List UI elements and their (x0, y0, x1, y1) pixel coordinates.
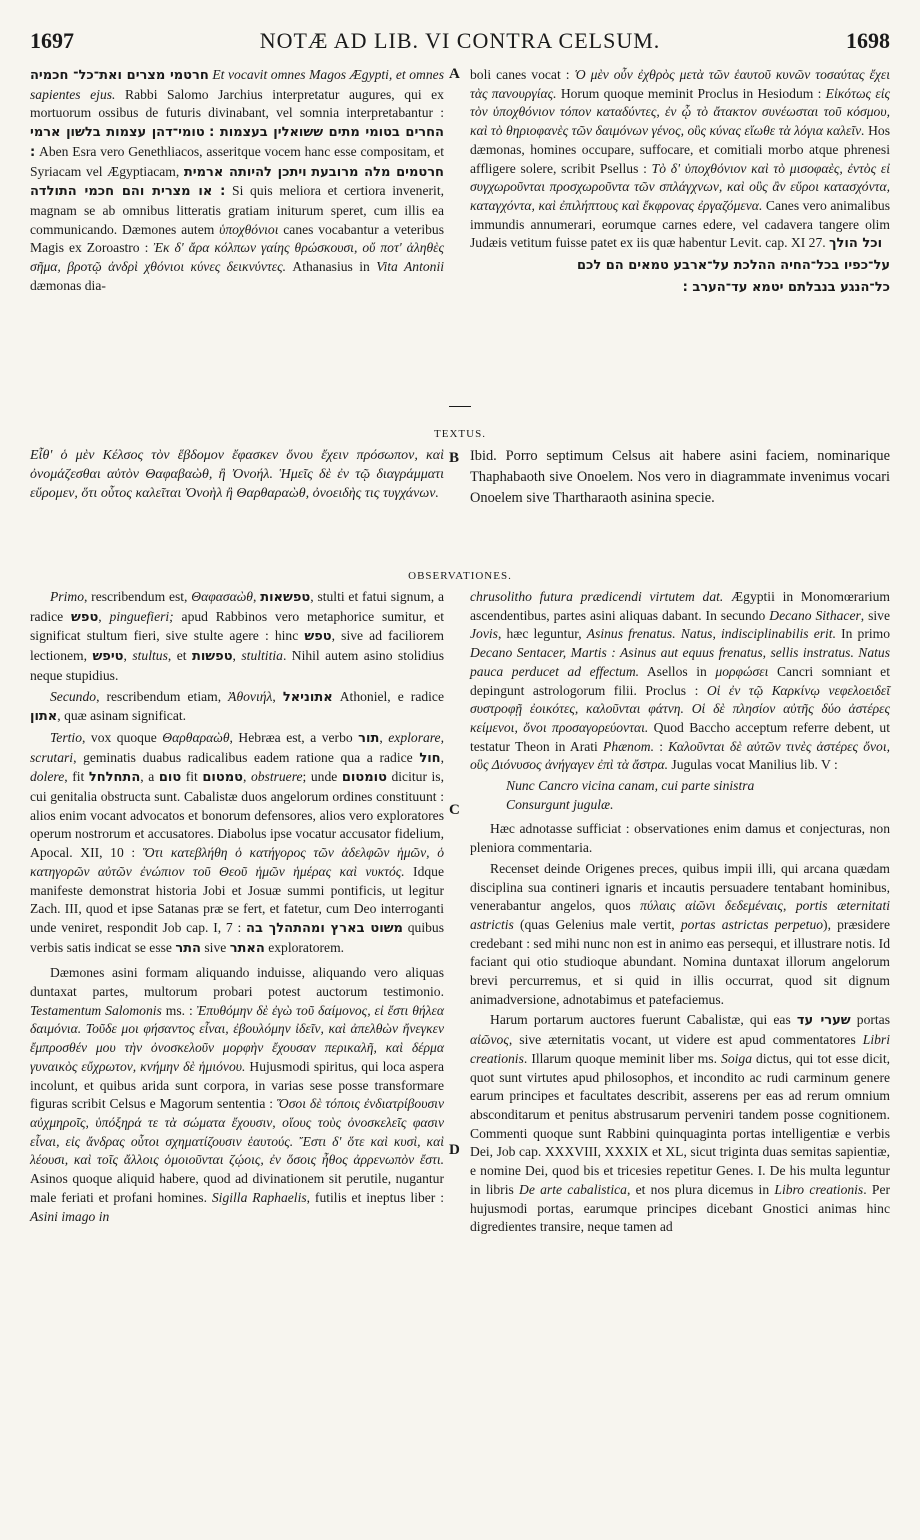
notes-right-column (470, 66, 890, 299)
margin-marker-b: B (449, 450, 460, 466)
observationes-right-paragraph-3: Hæc adnotasse sufficiat : observationes enim damus et conjecturas, non pleniora commentaria. (470, 821, 890, 856)
observationes-right-paragraph-5: Harum portarum auctores fuerunt Cabalistæ, qui eas שערי עד portas αἰῶνος, sive æternitatis vocant, ut videre est apud commentatores Libri creationis. Illarum quoque meminit liber ms. Soiga dictus, qui tot esse dicit, quot sunt virtutes apud philosophos, et incondito ac rudi carminum genere earum principes et facultates describit, asserens per eas ad rerum omnium absconditarum et penitus abstrusarum perveniri tandem posse cognitionem. Commenti quoque sunt Rabbini quinquaginta portas intelligentiæ e verbis Dei, Job cap. XXXVIII, XXXIX et XL, sicut triginta duas semitas sapientiæ, e nomine Dei, quod bis et tricesies repetitur Genes. I. De his multa leguntur in libris De arte cabalistica, et nos plura dicemus in Libro creationis. Per hujusmodi portas, earumque principes dicebant Gnostici animas hinc digredientes transire, neque tamen ad (470, 1012, 891, 1235)
margin-marker-c: C (449, 802, 460, 818)
notes-left-paragraph-0: חרטמי מצרים ואת־כל־ חכמיה Et vocavit omnes Magos Ægypti, et omnes sapientes ejus. Rabbi Salomo Jarchius interpretatur augures, qui ex mortuorum ossibus de futuris divinabant, vel somnia interpretabantur : החרים בטומי מתים ששואלין בעצמות : טומי־דהן עצמות בלשון ארמי : Aben Esra vero Genethliacos, asseritque vocem hanc esse compositam, et Syriacam vel Ægyptiacam, חרטמים מלה מרובעת ויתכן להיותה ארמית או מצרית והם חכמי התולדה : Si quis meliora et certiora invenerit, magnam se ab omnibus litteratis gratiam initurum speret, cum illis ea communicando. Dæmones autem ὑποχθόνιοι canes vocabantur a veteribus Magis ex Zoroastro : Ἐκ δ' ἄρα κόλπων γαίης θρώσκουσι, οὔ ποτ' ἀληθὲς σῆμα, βροτῷ ἀνδρὶ χθόνιοι κύνες δεικνύντες. Athanasius in Vita Antonii dæmonas dia- (30, 67, 444, 293)
notes-right-paragraph-0: boli canes vocat : Ὁ μὲν οὖν ἐχθρὸς μετὰ τῶν ἑαυτοῦ κυνῶν τοσαύτας ἔχει τὰς πανουργίας. Horum quoque meminit Proclus in Hesiodum : Εἰκότως εἰς τὸν ὑποχθόνιον τόπον καταδύντες, ἐν ᾧ τὸ ἄτακτον συνέωσται τοῦ κόσμου, καὶ τὸ θηριοφανὲς τῶν δαιμόνων γένος, οὓς κύνας εἴωθε τὰ λόγια καλεῖν. Hos dæmonas, homines occupare, suffocare, et comitiali morbo atque phrenesi affligere solere, scribit Psellus : Τὸ δ' ὑποχθόνιον καὶ τὸ μισοφαὲς, ἐντὸς εἰ συγχωροῦνται προσχωροῦντα τῶν σπλάγχνων, καὶ οὓς ἂν εὕροι κατασχόντα, καταγχόντα, καὶ ἐπιλήπτους καὶ ἔκφρονας ἐργαζόμενα. Canes vero animalibus immundis annumerari, eorumque carnes edere, vel cadavera tangere olim Judæis vetitum fuisse patet ex iis quæ habentur Levit. cap. XI 27. וכל הולך (470, 67, 890, 252)
textus-greek: Εἶθ' ὁ μὲν Κέλσος τὸν ἕβδομον ἔφασκεν ὄνου ἔχειν πρόσωπον, καὶ ὀνομάζεσθαι αὐτὸν Θαφαβαὼθ, ἢ Ὀνοήλ. Ἡμεῖς δὲ ἐν τῷ διαγράμματι εὕρομεν, ὅτι οὗτος καλεῖται Ὀνοὴλ ἢ Θαρθαραὼθ, ὀνοειδὴς τις τυγχάνων. (30, 448, 444, 501)
textus-latin: Ibid. Porro septimum Celsus ait habere asini faciem, nominarique Thaphabaoth sive Onoelem. Nos vero in diagrammate invenimus vocari Onoelem sive Thartharaoth asinina specie. (470, 448, 890, 506)
running-title: NOTÆ AD LIB. VI CONTRA CELSUM. (259, 28, 661, 53)
page-number-left: 1697 (30, 28, 74, 53)
observationes-right-paragraph-1: Nunc Cancro vicina canam, cui parte sinistra (506, 778, 755, 794)
notes-left-column (30, 66, 444, 297)
observationes-right-paragraph-0: chrusolitho futura prædicendi virtutem dat. Ægyptii in Monomœrarium ascendentibus, partes asini aliquas dabant. In secundo Decano Sithacer, sive Jovis, hæc leguntur, Asinus frenatus. Natus, indisciplinabilis erit. In primo Decano Sentacer, Martis : Asinus aut equus frenatus, sellis instratus. Natus pauca perducet ad effectum. Asellos in μορφώσει Cancri somniant et depingunt astrologorum filii. Proclus : Οἱ ἐν τῷ Καρκίνῳ νεφελοειδεῖ συστροφῇ ἐοικότες, καλοῦνται φάτνη. Οἱ δὲ πλησίον αὐτῆς δύο ἀστέρες κείμενοι, ὄνοι προσαγορεύονται. Quod Baccho acceptum referre debent, ut testatur Theon in Arati Phænom. : Καλοῦνται δὲ αὐτῶν τινὲς ἀστέρες ὄνοι, οὓς Διόνυσος ἀνήγαγεν ἐπὶ τὰ ἄστρα. Jugulas vocat Manilius lib. V : (470, 589, 891, 773)
observationes-heading: OBSERVATIONES. (408, 570, 512, 582)
observationes-left-paragraph-0: Primo, rescribendum est, Θαφασαὼθ, טפשאות, stulti et fatui signum, a radice טפש, pinguefieri; apud Rabbinos vero metaphorice sumitur, et significat stultum fieri, sive stulte agere : hinc טפש, sive ad faciliorem lectionem, טיפש, stultus, et טפשות, stultitia. Nihil autem asino stolidius neque stupidius. (30, 589, 445, 683)
notes-right-paragraph-2: כל־הנגע בנבלתם יטמא עד־הערב : (682, 279, 890, 295)
observationes-right-paragraph-2: Consurgunt jugulæ. (506, 796, 614, 812)
observationes-left-paragraph-3: Dæmones asini formam aliquando induisse, aliquando vero aliquas duntaxat partes, multorum probari potest auctorum testimonio. Testamentum Salomonis ms. : Ἐπυθόμην δὲ ἐγὼ τοῦ δαίμονος, εἰ ἔστι θήλεα δαιμόνια. Τοῦδε μοι φήσαντος εἶναι, ἐβουλόμην ἰδεῖν, καὶ ἀπελθὼν ἤνεγκεν ἔμπροσθέν μου τὴν ὀνοσκελοῦν μορφὴν ἔχουσαν περικαλῆ, καὶ δέρμα γυναικὸς εὔχρωτον, κνήμην δὲ ἡμιόνου. Hujusmodi spiritus, qui loca aspera incolunt, et quibus arida sunt corpora, in varias sese posse transformare figuras scribit Celsus e Magorum sententia : Ὅσοι δὲ τόποις ἐνδιατρίβουσιν αὐχμηροῖς, ὑπόξηρά τε τὰ σώματα ἔχουσιν, οἵους τοὺς ὀνοσκελεῖς φασιν εἶναι, εἰς ἄνδρας οὗτοι σχηματίζουσιν ἑαυτούς. Ἔστι δ' ὅτε καὶ κυσὶ, καὶ λέουσι, καὶ τοῖς ἄλλοις ὁμοιοῦνται ζῴοις, ἐν ὅσοις ἦθος ἀρρενωπὸν ἔστι. Asinos quoque aliquid habere, quod ad divinationem sit perutile, nugantur male feriati et profani homines. Sigilla Raphaelis, futilis et ineptus liber : Asini imago in (30, 965, 445, 1224)
notes-right-paragraph-1: על־כפיו בכל־החיה ההלכת על־ארבע טמאים הם לכם (576, 258, 890, 274)
margin-marker-a: A (449, 66, 460, 82)
observationes-left-paragraph-1: Secundo, rescribendum etiam, Ἀθονιήλ, אתוניאל Athoniel, e radice אתון, quæ asinam significat. (30, 688, 445, 725)
observationes-right-column (470, 588, 890, 1239)
observationes-left-column (30, 588, 444, 1228)
margin-marker-d: D (449, 1142, 460, 1158)
observationes-left-paragraph-2: Tertio, vox quoque Θαρθαραὼθ, Hebræa est, a verbo תור, explorare, scrutari, geminatis duabus radicalibus eadem ratione qua a radice חול, dolere, fit התחלחל, a טום fit טמטום, obstruere; unde טומטום dicitur is, cui genitalia obstructa sunt. Cabalistæ duos angelorum ordines constituunt : alios enim vocant advocatos et bonorum defensores, alios vero exploratores operum nostrorum et accusatores. Diabolus ipse vocatur accusator fidelium, Apocal. XII, 10 : Ὅτι κατεβλήθη ὁ κατήγορος τῶν ἀδελφῶν ἡμῶν, ὁ κατηγορῶν αὐτῶν ἐνώπιον τοῦ Θεοῦ ἡμῶν ἡμέρας καὶ νυκτός. Idque manifeste demonstrat historia Jobi et Josuæ summi pontificis, ut legitur Zach. III, quod et ipse Satanas præ se fert, et fatetur, cum Deo interroganti unde veniret, respondit Job cap. I, 7 : משוט בארץ ומהתהלך בה quibus verbis satis indicat se esse התר sive האתר exploratorem. (30, 729, 445, 956)
section-divider (449, 406, 471, 407)
page-number-right: 1698 (846, 28, 890, 53)
textus-heading: TEXTUS. (434, 428, 486, 440)
observationes-right-paragraph-4: Recenset deinde Origenes preces, quibus impii illi, qui arcana quædam disciplina sua contineri ignaris et incautis persuadere tentabant hominibus, venerabantur angelos, quos πύλαις αἰῶνι δεδεμέναις, portis æternitati astrictis (quas Gelenius male vertit, portas astrictas perpetuo), præsidere credebant : sed mihi nunc non est in animo eas persequi, et illustrare notis. Id faciant qui otio studioque abundant. Nomina duntaxat illorum angelorum brevi percurremus, et si quid in illis occurrat, quod sit dignum animadversione, adnotabimus et patefaciemus. (470, 860, 891, 1007)
running-head (30, 28, 890, 54)
